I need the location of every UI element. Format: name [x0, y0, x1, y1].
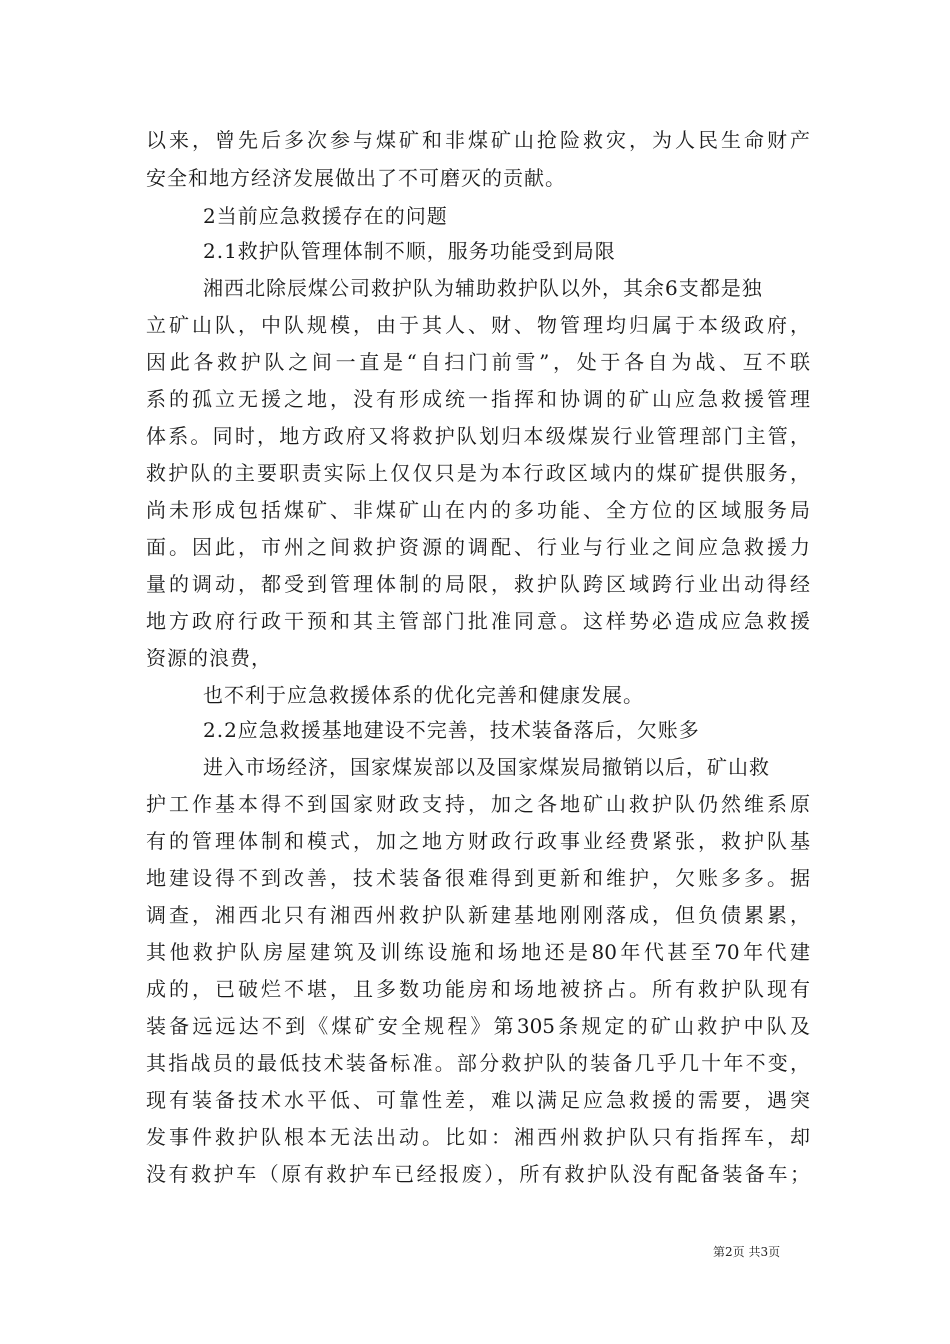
text-line: 安全和地方经济发展做出了不可磨灭的贡献。 [146, 166, 566, 190]
text-line: 发事件救护队根本无法出动。比如：湘西州救护队只有指挥车，却 [146, 1125, 810, 1149]
text-line: 因此各救护队之间一直是“自扫门前雪”，处于各自为战、互不联 [146, 350, 810, 374]
text-line: 系的孤立无援之地，没有形成统一指挥和协调的矿山应急救援管理 [146, 387, 810, 411]
text-line: 以来，曾先后多次参与煤矿和非煤矿山抢险救灾，为人民生命财产 [146, 128, 810, 152]
text-line: 护工作基本得不到国家财政支持，加之各地矿山救护队仍然维系原 [146, 792, 810, 816]
text-line: 湘西北除辰煤公司救护队为辅助救护队以外，其余6支都是独 [203, 276, 763, 300]
text-line: 地建设得不到改善，技术装备很难得到更新和维护，欠账多多。据 [146, 866, 810, 890]
text-line: 有的管理体制和模式，加之地方财政行政事业经费紧张，救护队基 [146, 829, 810, 853]
text-line: 其他救护队房屋建筑及训练设施和场地还是80年代甚至70年代建 [146, 940, 810, 964]
section-heading: 2当前应急救援存在的问题 [203, 204, 448, 228]
page-number-footer: 第2页 共3页 [713, 1245, 781, 1259]
text-line: 进入市场经济，国家煤炭部以及国家煤炭局撤销以后，矿山救 [203, 755, 770, 779]
text-line: 体系。同时，地方政府又将救护队划归本级煤炭行业管理部门主管， [146, 424, 810, 448]
text-line: 资源的浪费， [146, 646, 272, 670]
text-line: 其指战员的最低技术装备标准。部分救护队的装备几乎几十年不变， [146, 1051, 810, 1075]
text-line: 装备远远达不到《煤矿安全规程》第305条规定的矿山救护中队及 [146, 1014, 810, 1038]
subsection-heading: 2.1救护队管理体制不顺，服务功能受到局限 [203, 239, 616, 263]
text-line: 尚未形成包括煤矿、非煤矿山在内的多功能、全方位的区域服务局 [146, 498, 810, 522]
text-line: 调查，湘西北只有湘西州救护队新建基地刚刚落成，但负债累累， [146, 903, 810, 927]
text-line: 成的，已破烂不堪，且多数功能房和场地被挤占。所有救护队现有 [146, 977, 810, 1001]
text-line: 也不利于应急救援体系的优化完善和健康发展。 [203, 683, 644, 707]
text-line: 立矿山队，中队规模，由于其人、财、物管理均归属于本级政府， [146, 313, 810, 337]
subsection-heading: 2.2应急救援基地建设不完善，技术装备落后，欠账多 [203, 718, 700, 742]
text-line: 量的调动，都受到管理体制的局限，救护队跨区域跨行业出动得经 [146, 572, 810, 596]
text-line: 现有装备技术水平低、可靠性差，难以满足应急救援的需要，遇突 [146, 1088, 810, 1112]
text-line: 地方政府行政干预和其主管部门批准同意。这样势必造成应急救援 [146, 609, 810, 633]
text-line: 没有救护车（原有救护车已经报废），所有救护队没有配备装备车； [146, 1162, 810, 1186]
text-line: 面。因此，市州之间救护资源的调配、行业与行业之间应急救援力 [146, 535, 810, 559]
text-line: 救护队的主要职责实际上仅仅只是为本行政区域内的煤矿提供服务， [146, 461, 810, 485]
